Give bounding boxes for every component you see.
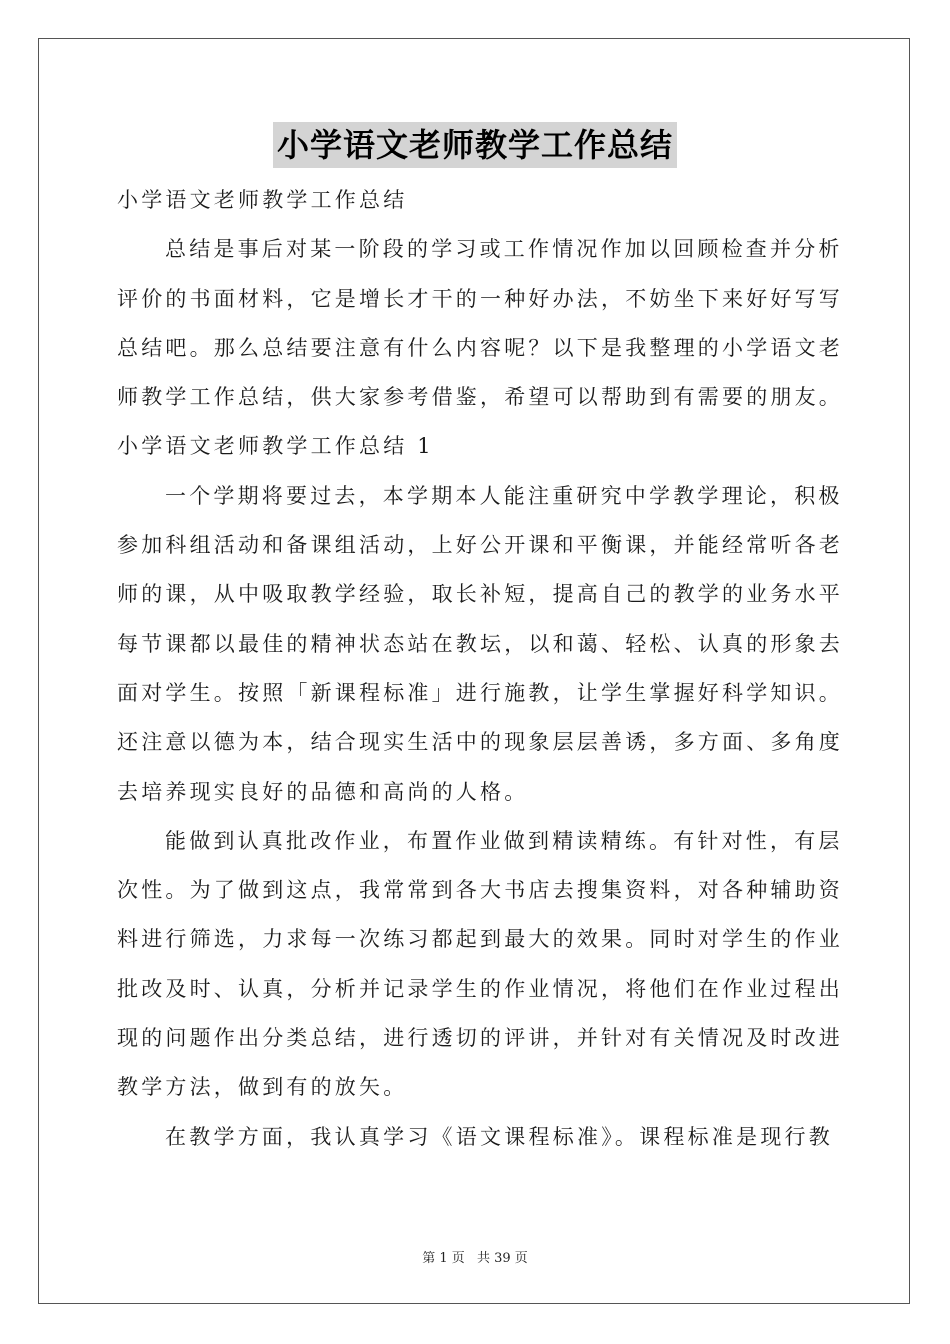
text-line: 能做到认真批改作业，布置作业做到精读精练。有针对性，有层 bbox=[165, 828, 843, 853]
text-line: 现的问题作出分类总结，进行透切的评讲，并针对有关情况及时改进 bbox=[117, 1026, 843, 1051]
text-line: 参加科组活动和备课组活动，上好公开课和平衡课，并能经常听各老 bbox=[117, 533, 843, 558]
text-line: 总结吧。那么总结要注意有什么内容呢？以下是我整理的小学语文老 bbox=[117, 335, 843, 360]
text-line: 教学方法，做到有的放矢。 bbox=[117, 1075, 408, 1100]
text-line: 师教学工作总结，供大家参考借鉴，希望可以帮助到有需要的朋友。 bbox=[117, 385, 843, 410]
text-line: 每节课都以最佳的精神状态站在教坛，以和蔼、轻松、认真的形象去 bbox=[117, 631, 843, 656]
text-line: 去培养现实良好的品德和高尚的人格。 bbox=[117, 779, 529, 804]
text-line: 一个学期将要过去，本学期本人能注重研究中学教学理论，积极 bbox=[165, 483, 843, 508]
text-line: 面对学生。按照「新课程标准」进行施教，让学生掌握好科学知识。 bbox=[117, 680, 843, 705]
text-line: 批改及时、认真，分析并记录学生的作业情况，将他们在作业过程出 bbox=[117, 976, 843, 1001]
text-line: 师的课，从中吸取教学经验，取长补短，提高自己的教学的业务水平 bbox=[117, 582, 843, 607]
title-container bbox=[0, 122, 950, 168]
page-footer bbox=[0, 1247, 950, 1266]
text-line: 评价的书面材料，它是增长才干的一种好办法，不妨坐下来好好写写 bbox=[117, 286, 843, 311]
page-number: 第 1 页 bbox=[422, 1251, 465, 1266]
text-line: 次性。为了做到这点，我常常到各大书店去搜集资料，对各种辅助资 bbox=[117, 878, 843, 903]
text-line: 料进行筛选，力求每一次练习都起到最大的效果。同时对学生的作业 bbox=[117, 927, 843, 952]
text-line: 还注意以德为本，结合现实生活中的现象层层善诱，多方面、多角度 bbox=[117, 730, 843, 755]
document-body bbox=[117, 176, 843, 1162]
text-line: 小学语文老师教学工作总结 bbox=[117, 188, 408, 212]
text-line: 小学语文老师教学工作总结 1 bbox=[117, 434, 434, 459]
document-title: 小学语文老师教学工作总结 bbox=[273, 122, 677, 168]
text-line: 在教学方面，我认真学习《语文课程标准》。课程标准是现行教 bbox=[165, 1124, 833, 1149]
page-total: 共 39 页 bbox=[476, 1251, 528, 1266]
text-line: 总结是事后对某一阶段的学习或工作情况作加以回顾检查并分析 bbox=[165, 237, 843, 262]
